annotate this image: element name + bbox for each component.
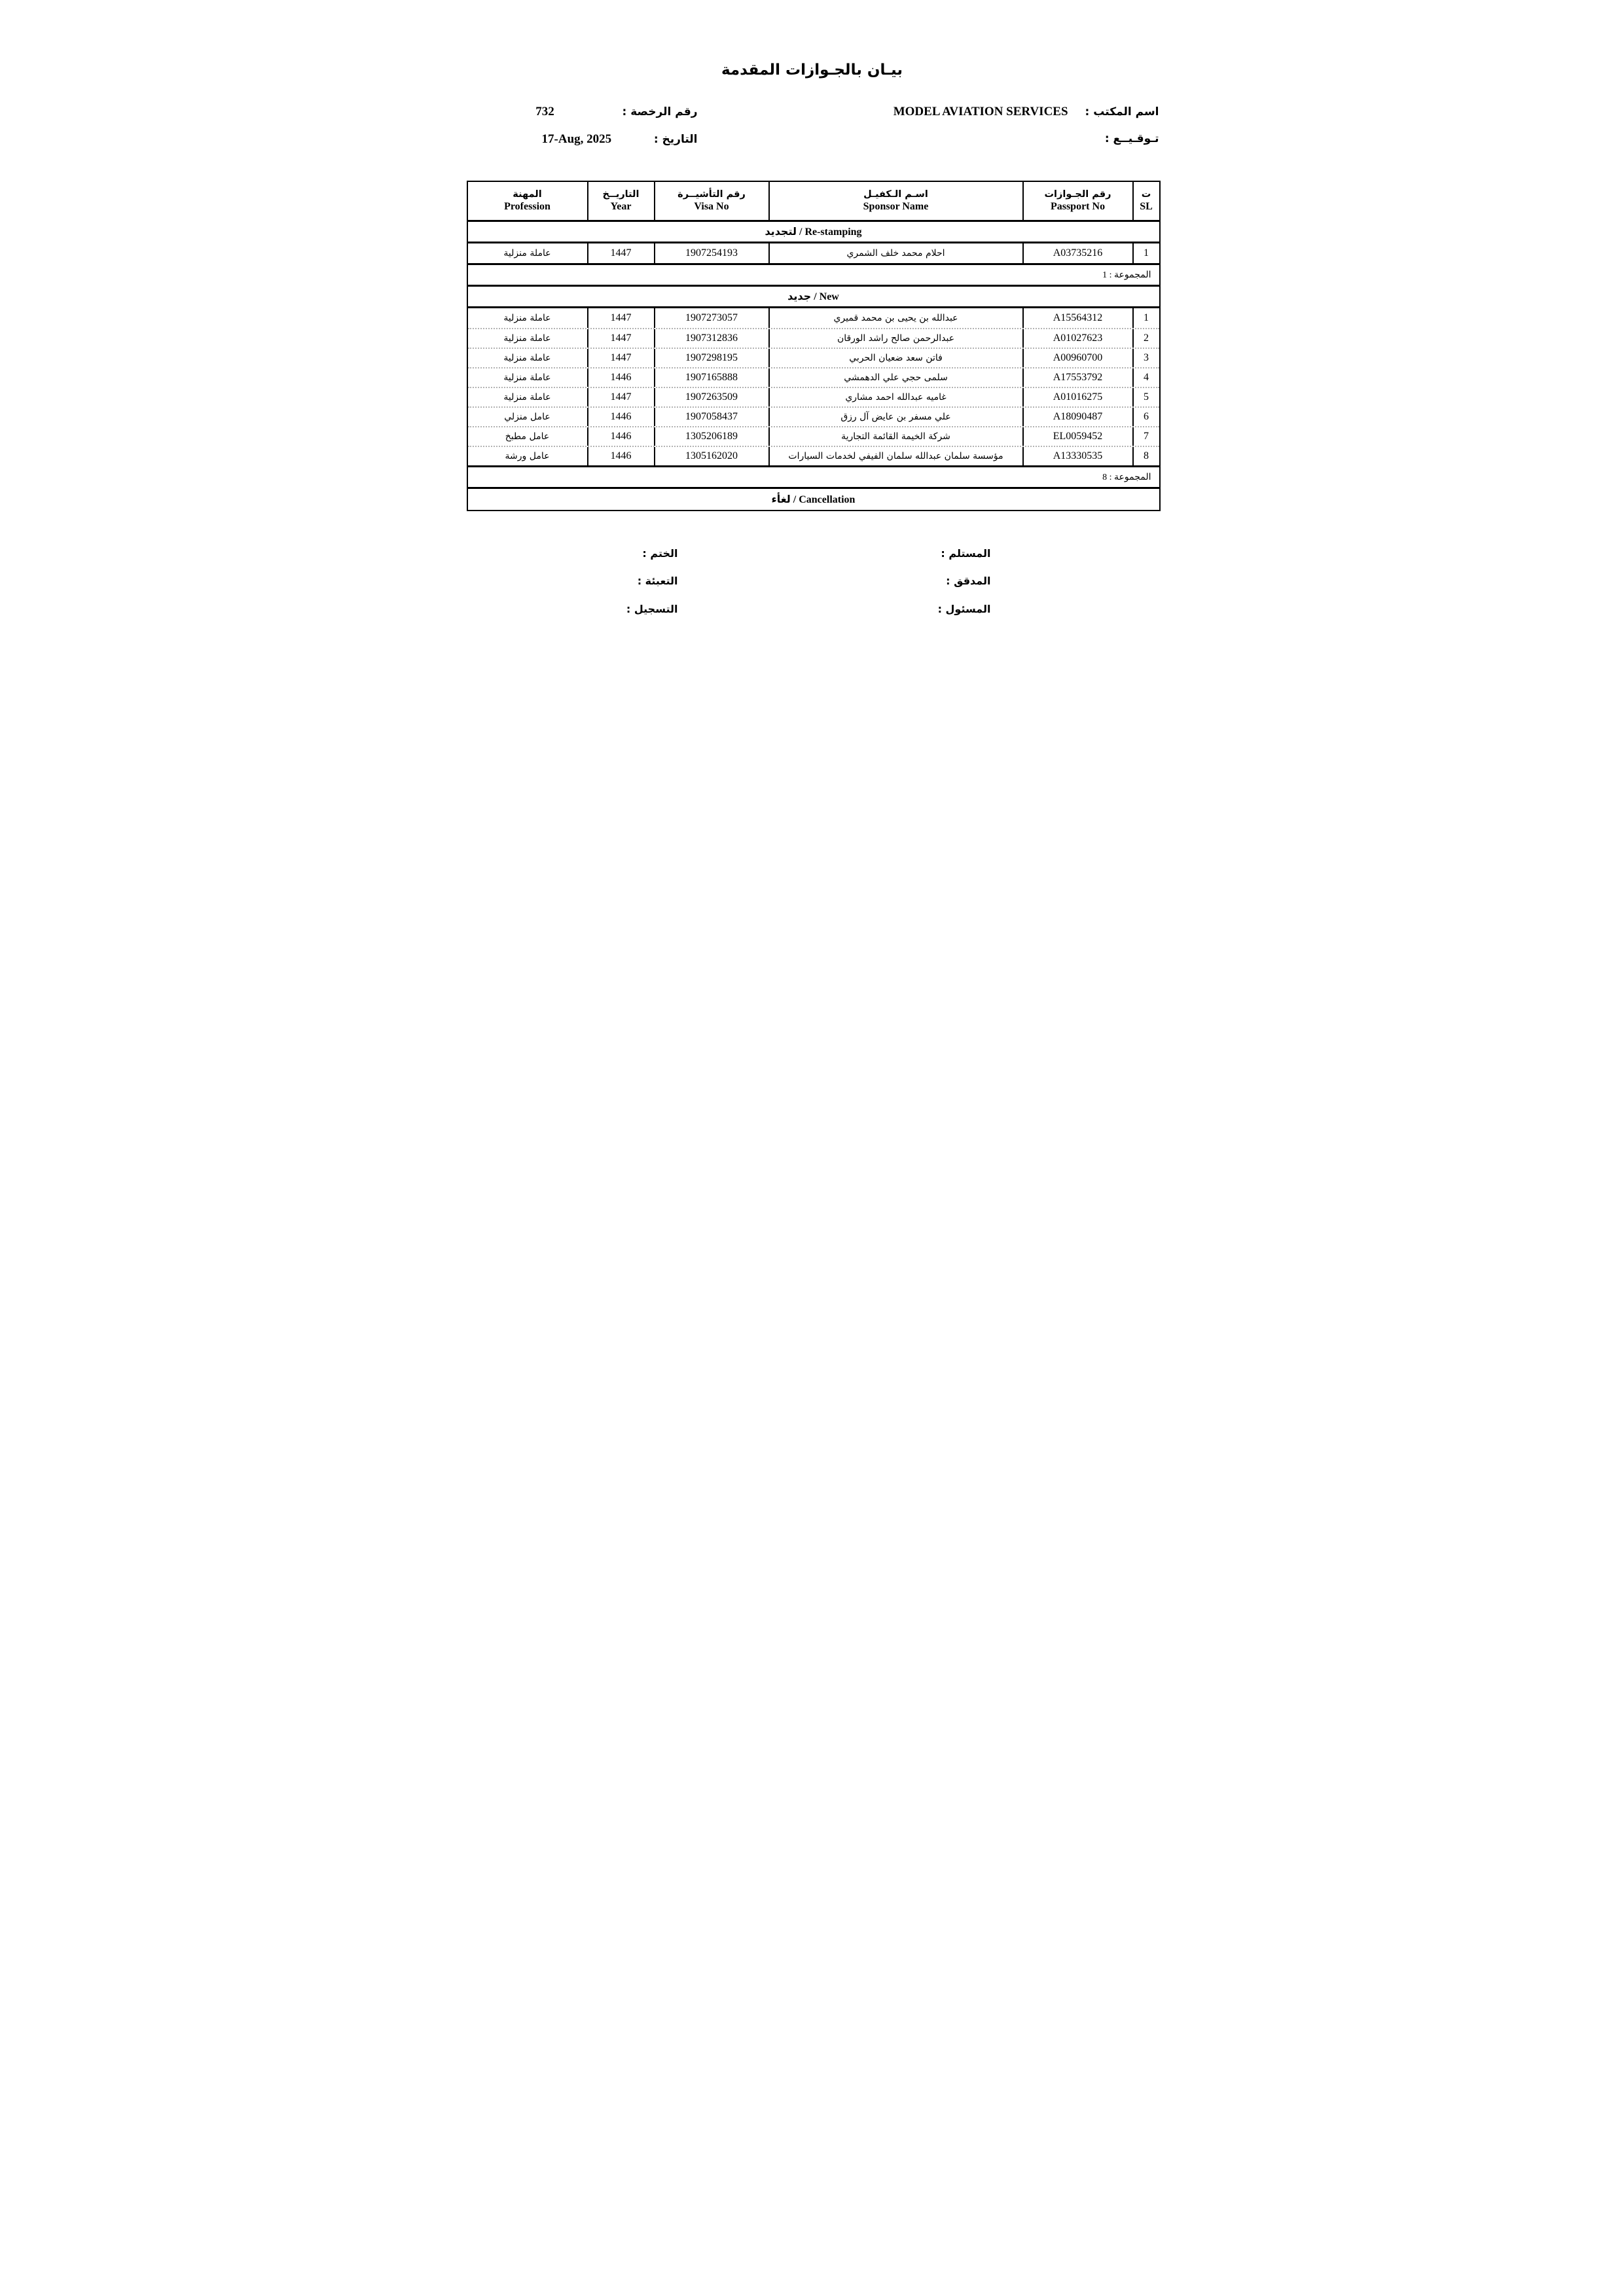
cell-profession: عامل ورشة <box>505 451 550 461</box>
office-name-label: اسم المكتب : <box>1085 105 1159 118</box>
header-year-ar: التاريــخ <box>602 189 640 200</box>
group-total-restamping: المجموعة : 1 <box>1102 270 1151 280</box>
cell-visa: 1305206189 <box>654 427 768 446</box>
license-number-value: 732 <box>535 105 554 118</box>
header-sl-ar: ت <box>1141 189 1151 200</box>
header-cell-year <box>587 182 654 220</box>
cell-sponsor: سلمى حجي علي الدهمشي <box>768 368 1022 387</box>
cell-visa: 1907254193 <box>654 243 768 263</box>
cell-visa: 1907273057 <box>654 308 768 328</box>
header-cell-sponsor <box>768 182 1022 220</box>
cell-sl: 6 <box>1132 408 1159 426</box>
office-name-value: MODEL AVIATION SERVICES <box>893 105 1068 118</box>
cell-profession: عاملة منزلية <box>503 333 551 344</box>
cell-visa: 1907312836 <box>654 329 768 348</box>
cell-passport: A13330535 <box>1022 447 1132 465</box>
cell-passport: A01016275 <box>1022 388 1132 406</box>
cell-profession: عاملة منزلية <box>503 372 551 383</box>
header-profession-ar: المهنة <box>513 189 542 200</box>
cell-year: 1447 <box>587 349 654 367</box>
section-title-restamping: لتجديد / Re-stamping <box>765 226 862 238</box>
cell-year: 1447 <box>587 308 654 328</box>
cell-passport: A15564312 <box>1022 308 1132 328</box>
section-title-cancellation: لغأء / Cancellation <box>771 494 856 505</box>
date-value: 17-Aug, 2025 <box>541 132 612 146</box>
cell-profession: عاملة منزلية <box>503 353 551 363</box>
table-row <box>468 406 1159 426</box>
header-visa-en: Visa No <box>694 201 729 212</box>
cell-sl: 5 <box>1132 388 1159 406</box>
cell-visa: 1305162020 <box>654 447 768 465</box>
header-cell-profession <box>468 182 587 220</box>
cell-visa: 1907298195 <box>654 349 768 367</box>
cell-visa: 1907263509 <box>654 388 768 406</box>
header-passport-ar: رقم الجـوازات <box>1044 189 1111 200</box>
cell-passport: A18090487 <box>1022 408 1132 426</box>
cell-sl: 4 <box>1132 368 1159 387</box>
auditor-label: المدقق : <box>946 575 991 587</box>
cell-visa: 1907058437 <box>654 408 768 426</box>
cell-sl: 1 <box>1132 308 1159 328</box>
header-year-en: Year <box>610 201 632 212</box>
table-row <box>468 426 1159 446</box>
cell-year: 1446 <box>587 427 654 446</box>
office-name-field <box>893 105 1159 119</box>
cell-sponsor: غاميه عبدالله احمد مشاري <box>768 388 1022 406</box>
signature-label: تـوقـيــع : <box>1104 132 1159 145</box>
cell-sponsor: مؤسسة سلمان عبدالله سلمان الفيفي لخدمات السيارات <box>768 447 1022 465</box>
header-sponsor-en: Sponsor Name <box>863 201 929 212</box>
table-row <box>468 446 1159 465</box>
cell-year: 1447 <box>587 388 654 406</box>
cell-profession: عاملة منزلية <box>503 392 551 403</box>
registration-label: التسجيل : <box>626 603 678 615</box>
cell-passport: EL0059452 <box>1022 427 1132 446</box>
cell-sponsor: شركة الخيمة القائمة التجارية <box>768 427 1022 446</box>
cell-sl: 3 <box>1132 349 1159 367</box>
table-row <box>468 243 1159 263</box>
header-cell-sl <box>1132 182 1159 220</box>
section-title-new: جديد / New <box>787 291 839 302</box>
cell-sl: 7 <box>1132 427 1159 446</box>
table-header-row <box>468 182 1159 220</box>
cell-sponsor: فاتن سعد ضعيان الحربي <box>768 349 1022 367</box>
cell-sponsor: علي مسفر بن عايض آل رزق <box>768 408 1022 426</box>
header-cell-passport <box>1022 182 1132 220</box>
new-rows <box>468 308 1159 465</box>
passports-table <box>467 181 1161 511</box>
cell-sponsor: احلام محمد خلف الشمري <box>768 243 1022 263</box>
stamp-label: الختم : <box>642 547 678 560</box>
cell-profession: عاملة منزلية <box>503 313 551 323</box>
receiver-label: المستلم : <box>941 547 991 560</box>
header-cell-visa <box>654 182 768 220</box>
filling-label: التعبئة : <box>637 575 678 587</box>
cell-sponsor: عبدالله بن يحيى بن محمد قميري <box>768 308 1022 328</box>
cell-year: 1446 <box>587 408 654 426</box>
header-passport-en: Passport No <box>1050 201 1106 212</box>
date-label: التاريخ : <box>653 133 698 146</box>
cell-sl: 2 <box>1132 329 1159 348</box>
header-sl-en: SL <box>1140 201 1153 212</box>
table-row <box>468 308 1159 328</box>
group-total-new: المجموعة : 8 <box>1102 472 1151 482</box>
cell-sponsor: عبدالرحمن صالح راشد الورقان <box>768 329 1022 348</box>
table-row <box>468 367 1159 387</box>
license-number-label: رقم الرخصة : <box>622 105 698 118</box>
cell-year: 1446 <box>587 447 654 465</box>
cell-passport: A00960700 <box>1022 349 1132 367</box>
cell-sl: 1 <box>1132 243 1159 263</box>
table-row <box>468 328 1159 348</box>
cell-passport: A17553792 <box>1022 368 1132 387</box>
restamping-rows <box>468 243 1159 263</box>
header-sponsor-ar: اسـم الـكفيـل <box>863 189 928 200</box>
signature-field <box>1105 132 1159 145</box>
cell-profession: عامل منزلي <box>504 412 550 422</box>
cell-year: 1447 <box>587 243 654 263</box>
cell-profession: عاملة منزلية <box>503 248 551 259</box>
document-page <box>406 0 1218 1148</box>
cell-profession: عامل مطبخ <box>505 431 550 442</box>
cell-year: 1446 <box>587 368 654 387</box>
table-row <box>468 387 1159 406</box>
cell-passport: A03735216 <box>1022 243 1132 263</box>
date-field <box>524 132 698 147</box>
page-title: بيـان بالجـوازات المقدمة <box>721 62 903 79</box>
header-profession-en: Profession <box>504 201 550 212</box>
cell-visa: 1907165888 <box>654 368 768 387</box>
header-visa-ar: رقم التأشيــرة <box>677 189 746 200</box>
table-row <box>468 348 1159 367</box>
cell-passport: A01027623 <box>1022 329 1132 348</box>
cell-sl: 8 <box>1132 447 1159 465</box>
responsible-label: المسئول : <box>937 603 991 615</box>
cell-year: 1447 <box>587 329 654 348</box>
license-number-field <box>493 105 698 119</box>
